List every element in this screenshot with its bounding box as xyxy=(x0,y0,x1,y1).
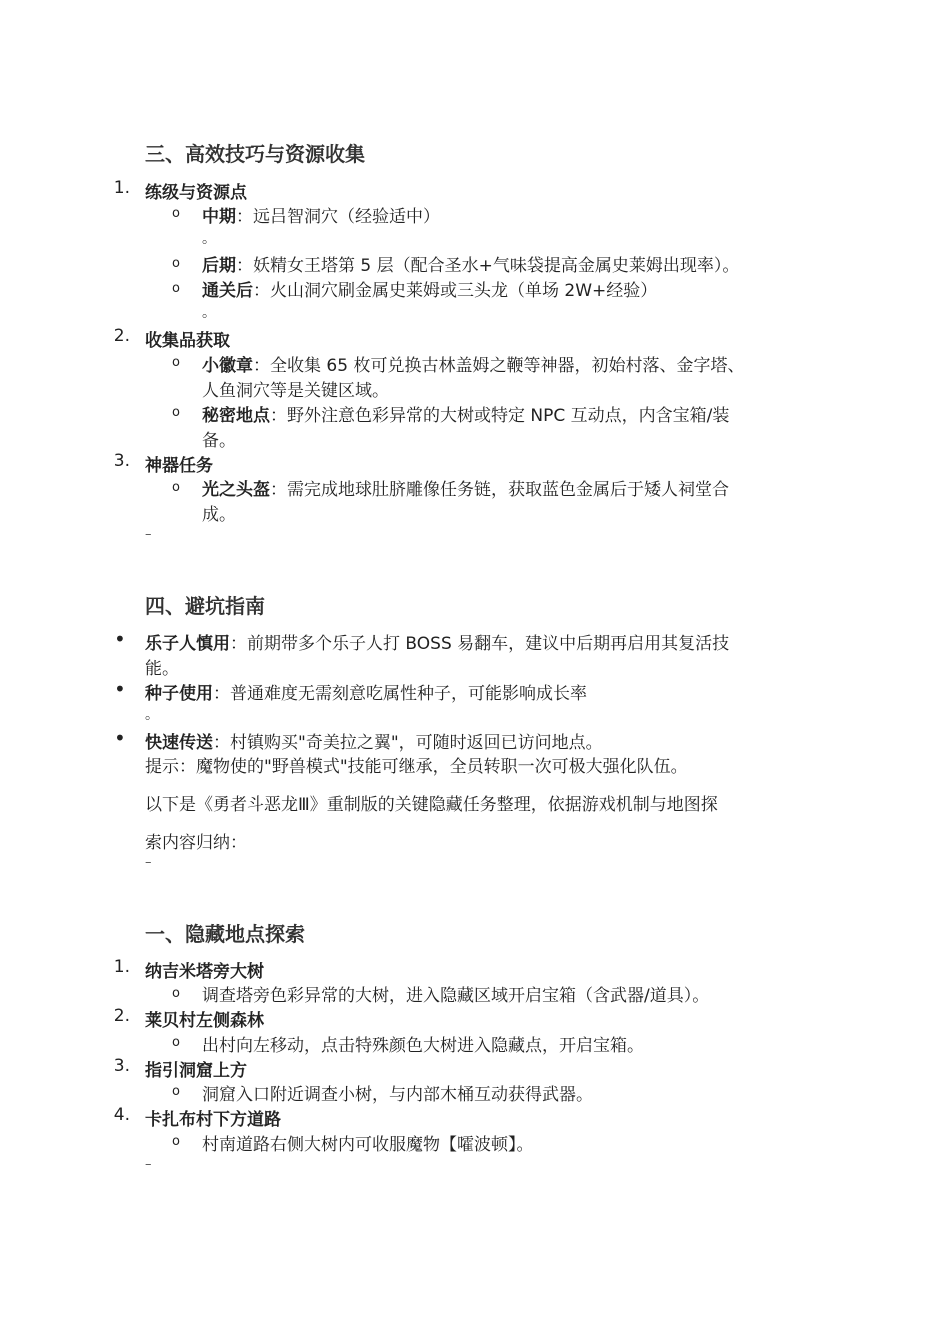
sub-item xyxy=(202,276,657,301)
sub-bullet-icon: o xyxy=(172,1134,180,1149)
intro-text-cont: 索内容归纳： xyxy=(145,833,247,853)
bullet-item-text: 普通难度无需刻意吃属性种子，可能影响成长率 xyxy=(230,684,587,704)
sub-item xyxy=(202,475,729,500)
bullet-item-key: 种子使用 xyxy=(145,684,213,704)
sub-item-text: 村南道路右侧大树内可收服魔物【嚯波顿】。 xyxy=(202,1135,534,1155)
sub-bullet-icon: o xyxy=(172,1035,180,1050)
sub-item-text: 远吕智洞穴（经验适中） xyxy=(253,207,440,227)
list-item-label: 练级与资源点 xyxy=(145,183,247,203)
section-4-title: 四、避坑指南 xyxy=(145,594,265,618)
sub-item xyxy=(202,251,739,276)
sub-item xyxy=(202,351,744,376)
sub-item-colon: ： xyxy=(253,356,270,376)
intro-text: 以下是《勇者斗恶龙Ⅲ》重制版的关键隐藏任务整理，依据游戏机制与地图探 xyxy=(145,795,718,815)
sub-item-text: 洞窟入口附近调查小树，与内部木桶互动获得武器。 xyxy=(202,1085,593,1105)
bullet-item-key: 乐子人慎用 xyxy=(145,634,230,654)
section-1-title: 一、隐藏地点探索 xyxy=(145,922,305,946)
sub-item-colon: ： xyxy=(270,480,287,500)
sub-bullet-icon: o xyxy=(172,405,180,420)
list-item-label: 纳吉米塔旁大树 xyxy=(145,962,264,982)
list-number: 3. xyxy=(113,1056,130,1076)
bullet-item-colon: ： xyxy=(213,733,230,753)
sub-item-text: 需完成地球肚脐雕像任务链，获取蓝色金属后于矮人祠堂合 xyxy=(287,480,729,500)
bullet-item xyxy=(145,679,587,704)
section-separator: – xyxy=(145,855,152,870)
bullet-icon: • xyxy=(114,726,126,750)
list-number: 2. xyxy=(113,1006,130,1026)
sub-item-key: 小徽章 xyxy=(202,356,253,376)
sub-item-trail: 。 xyxy=(202,305,216,321)
section-3-title: 三、高效技巧与资源收集 xyxy=(145,142,365,166)
bullet-item-key: 快速传送 xyxy=(145,733,213,753)
bullet-item-colon: ： xyxy=(213,684,230,704)
section-separator: – xyxy=(145,1157,152,1172)
sub-bullet-icon: o xyxy=(172,1084,180,1099)
sub-item-text: 野外注意色彩异常的大树或特定 NPC 互动点，内含宝箱/装 xyxy=(287,406,730,426)
sub-item-text: 全收集 65 枚可兑换古林盖姆之鞭等神器，初始村落、金字塔、 xyxy=(270,356,745,376)
tip-text: 提示：魔物使的"野兽模式"技能可继承，全员转职一次可极大强化队伍。 xyxy=(145,757,688,777)
sub-item-text-cont: 人鱼洞穴等是关键区域。 xyxy=(202,381,389,401)
list-number: 4. xyxy=(113,1105,130,1125)
sub-item-text: 火山洞穴刷金属史莱姆或三头龙（单场 2W+经验） xyxy=(270,281,658,301)
sub-item-key: 秘密地点 xyxy=(202,406,270,426)
sub-item-text: 出村向左移动，点击特殊颜色大树进入隐藏点，开启宝箱。 xyxy=(202,1036,644,1056)
bullet-item-text: 村镇购买"奇美拉之翼"，可随时返回已访问地点。 xyxy=(230,733,603,753)
list-item-label: 收集品获取 xyxy=(145,331,230,351)
sub-item-key: 后期 xyxy=(202,256,236,276)
bullet-item-text: 前期带多个乐子人打 BOSS 易翻车，建议中后期再启用其复活技 xyxy=(247,634,730,654)
section-separator: – xyxy=(145,527,152,542)
bullet-icon: • xyxy=(114,627,126,651)
bullet-item-colon: ： xyxy=(230,634,247,654)
sub-item-key: 光之头盔 xyxy=(202,480,270,500)
list-item-label: 神器任务 xyxy=(145,456,213,476)
sub-item-key: 通关后 xyxy=(202,281,253,301)
list-number: 1. xyxy=(113,957,130,977)
sub-bullet-icon: o xyxy=(172,256,180,271)
sub-item-text-cont: 成。 xyxy=(202,505,236,525)
sub-bullet-icon: o xyxy=(172,480,180,495)
bullet-item xyxy=(145,728,603,753)
list-number: 2. xyxy=(113,326,130,346)
sub-item-text: 调查塔旁色彩异常的大树，进入隐藏区域开启宝箱（含武器/道具）。 xyxy=(202,986,710,1006)
bullet-item xyxy=(145,629,729,654)
sub-item-colon: ： xyxy=(253,281,270,301)
list-number: 1. xyxy=(113,178,130,198)
sub-item-colon: ： xyxy=(236,207,253,227)
sub-item-key: 中期 xyxy=(202,207,236,227)
sub-item-trail: 。 xyxy=(202,231,216,247)
sub-bullet-icon: o xyxy=(172,206,180,221)
sub-item-text: 妖精女王塔第 5 层（配合圣水+气味袋提高金属史莱姆出现率）。 xyxy=(253,256,740,276)
sub-item-colon: ： xyxy=(270,406,287,426)
bullet-item-trail: 。 xyxy=(145,707,159,723)
list-item-label: 莱贝村左侧森林 xyxy=(145,1011,264,1031)
bullet-icon: • xyxy=(114,677,126,701)
sub-item xyxy=(202,202,440,227)
bullet-item-text-cont: 能。 xyxy=(145,659,179,679)
sub-bullet-icon: o xyxy=(172,986,180,1001)
sub-item-text-cont: 备。 xyxy=(202,431,236,451)
sub-item-colon: ： xyxy=(236,256,253,276)
list-item-label: 指引洞窟上方 xyxy=(145,1061,247,1081)
sub-bullet-icon: o xyxy=(172,281,180,296)
sub-item xyxy=(202,401,729,426)
list-number: 3. xyxy=(113,451,130,471)
sub-bullet-icon: o xyxy=(172,355,180,370)
list-item-label: 卡扎布村下方道路 xyxy=(145,1110,281,1130)
